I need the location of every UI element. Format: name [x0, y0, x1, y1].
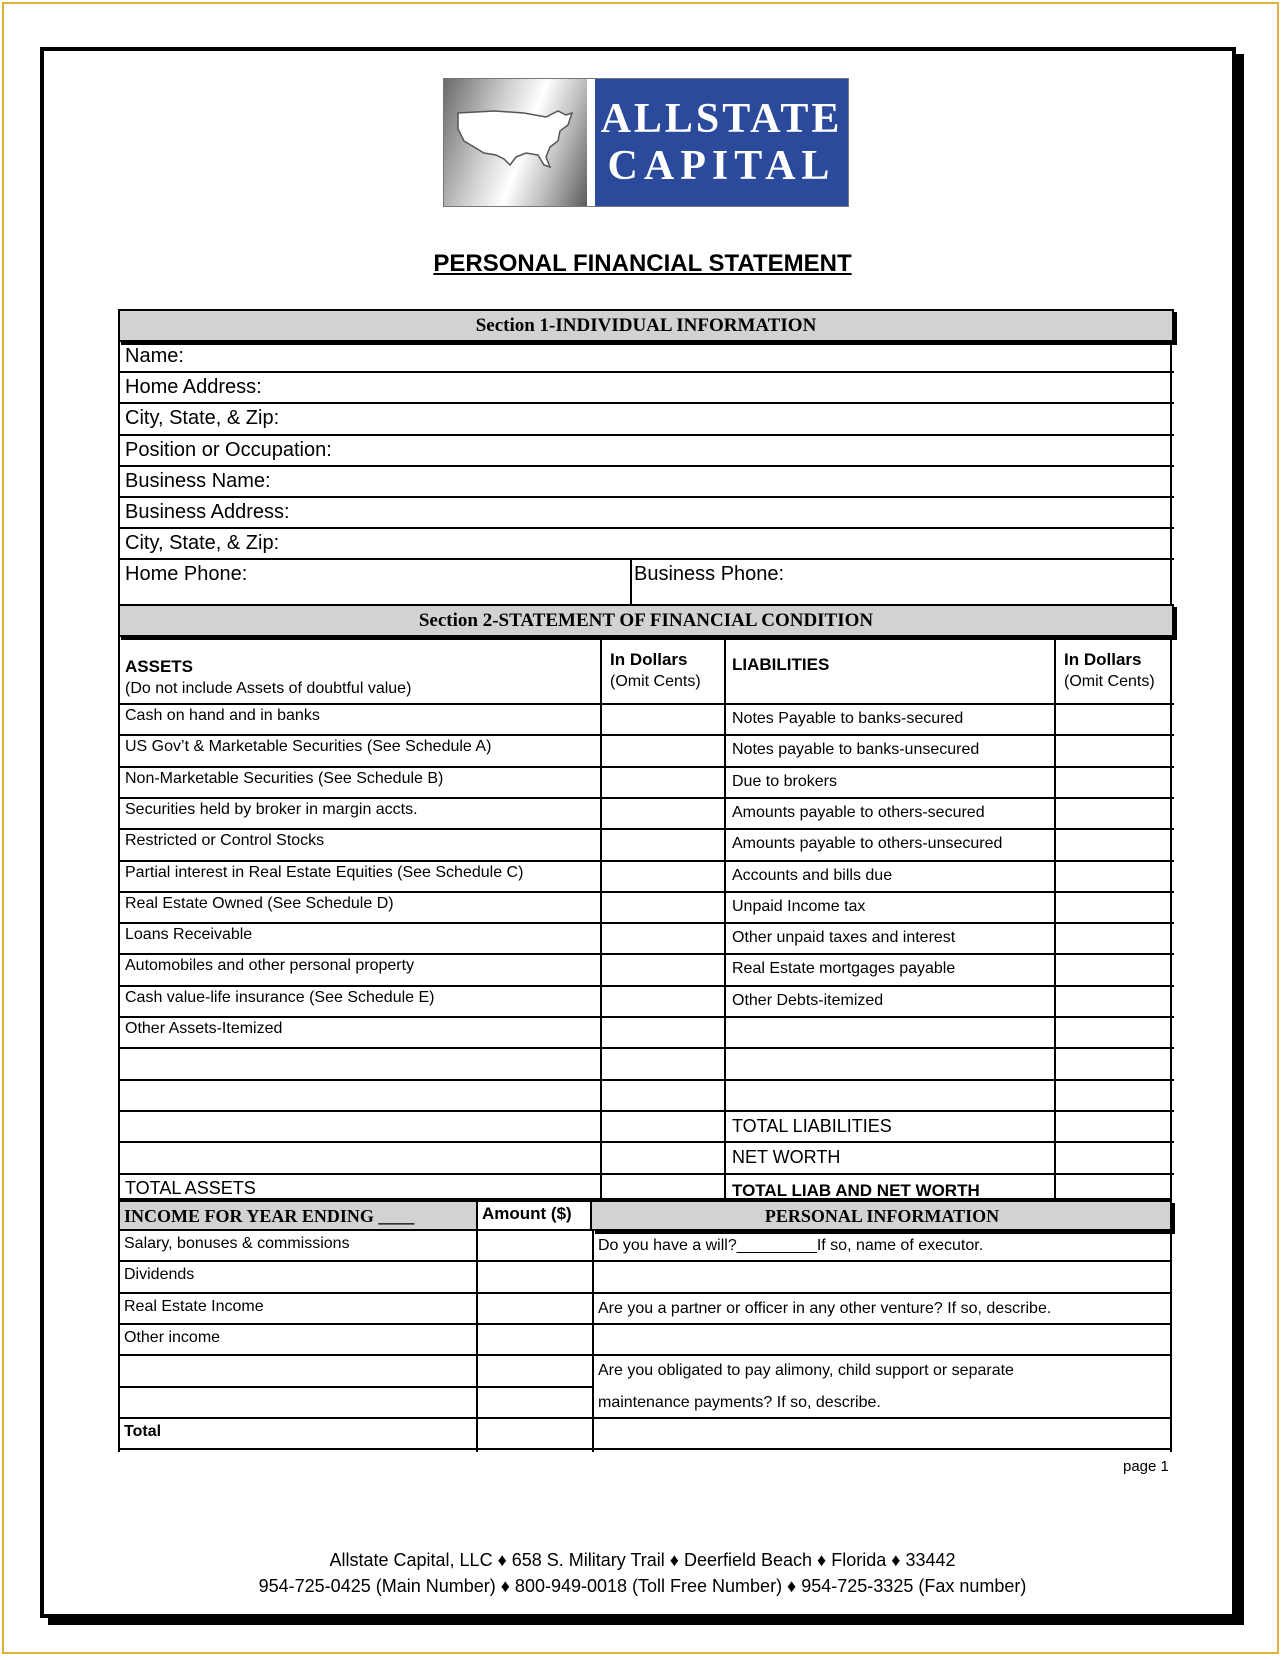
net-worth-label: NET WORTH	[732, 1147, 841, 1168]
document-title: PERSONAL FINANCIAL STATEMENT	[433, 250, 852, 277]
financial-condition-table	[118, 637, 1172, 1200]
header-divider	[120, 703, 1174, 705]
row-divider	[592, 1260, 1172, 1262]
row-divider	[120, 985, 1174, 987]
total-assets-label: TOTAL ASSETS	[125, 1177, 256, 1198]
row-divider	[120, 1110, 1174, 1112]
in-dollars-label: In Dollars	[610, 650, 688, 669]
alimony-question-line2: maintenance payments? If so, describe.	[598, 1393, 881, 1411]
row-divider	[592, 1448, 1172, 1450]
alimony-question-line1: Are you obligated to pay alimony, child support or separate	[598, 1362, 1014, 1380]
assets-note: (Do not include Assets of doubtful value)	[125, 680, 412, 697]
row-divider	[592, 1417, 1172, 1419]
allstate-capital-logo	[443, 78, 849, 207]
will-question: Do you have a will?_________If so, name of executor.	[598, 1237, 984, 1254]
section-1-header: Section 1-INDIVIDUAL INFORMATION	[118, 309, 1174, 342]
liability-label: Amounts payable to others-secured	[732, 803, 985, 821]
row-divider	[120, 766, 1174, 768]
asset-label: Loans Receivable	[125, 926, 253, 944]
asset-label: Restricted or Control Stocks	[125, 832, 325, 850]
row-divider	[120, 1047, 1174, 1049]
logo-divider	[587, 79, 595, 206]
row-divider	[118, 1417, 592, 1419]
field-label: City, State, & Zip:	[125, 407, 280, 430]
row-divider	[592, 1292, 1172, 1294]
asset-label: Real Estate Owned (See Schedule D)	[125, 894, 394, 912]
section-2-header: Section 2-STATEMENT OF FINANCIAL CONDITION	[118, 604, 1174, 637]
column-divider	[1054, 637, 1056, 1200]
page-number: page 1	[1123, 1458, 1169, 1475]
usa-map-icon	[444, 79, 587, 206]
total-liabilities-label: TOTAL LIABILITIES	[732, 1115, 892, 1136]
column-divider	[600, 637, 602, 1200]
income-label: Real Estate Income	[124, 1297, 264, 1315]
liability-label: Due to brokers	[732, 772, 837, 790]
row-divider	[120, 558, 1174, 560]
row-divider	[120, 1141, 1174, 1143]
asset-label: Non-Marketable Securities (See Schedule B)	[125, 769, 444, 787]
row-divider	[118, 1323, 592, 1325]
field-label: Home Address:	[125, 376, 262, 399]
logo-line-1: ALLSTATE	[600, 96, 843, 143]
row-divider	[120, 496, 1174, 498]
row-divider	[120, 891, 1174, 893]
personal-header: PERSONAL INFORMATION	[764, 1206, 1000, 1226]
field-label: City, State, & Zip:	[125, 532, 280, 555]
row-divider	[120, 860, 1174, 862]
row-divider	[120, 734, 1174, 736]
column-divider	[476, 1231, 478, 1452]
omit-cents-label: (Omit Cents)	[610, 673, 701, 690]
footer-address: Allstate Capital, LLC ♦ 658 S. Military Trail ♦ Deerfield Beach ♦ Florida ♦ 33442	[329, 1550, 956, 1570]
amount-header: Amount ($)	[482, 1204, 572, 1223]
asset-label: US Gov’t & Marketable Securities (See Schedule A)	[125, 738, 492, 756]
row-divider	[120, 953, 1174, 955]
footer-phones: 954-725-0425 (Main Number) ♦ 800-949-0018 (Toll Free Number) ♦ 954-725-3325 (Fax number)	[258, 1576, 1027, 1596]
income-total-label: Total	[124, 1422, 162, 1440]
table-left-edge	[118, 1231, 120, 1452]
row-divider	[592, 1323, 1172, 1325]
row-divider	[120, 527, 1174, 529]
field-label: Business Name:	[125, 469, 271, 492]
income-label: Dividends	[124, 1266, 195, 1284]
liability-label: Unpaid Income tax	[732, 897, 866, 915]
omit-cents-label: (Omit Cents)	[1064, 673, 1155, 690]
liability-label: Notes Payable to banks-secured	[732, 710, 964, 727]
row-divider	[120, 828, 1174, 830]
partner-question: Are you a partner or officer in any other venture? If so, describe.	[598, 1299, 1052, 1317]
row-divider	[120, 465, 1174, 467]
liability-label: Other Debts-itemized	[732, 991, 884, 1009]
column-divider	[592, 1231, 594, 1452]
logo-wordmark	[595, 79, 848, 206]
asset-label: Securities held by broker in margin accts.	[125, 800, 418, 818]
row-divider	[118, 1386, 592, 1388]
asset-label: Automobiles and other personal property	[125, 957, 415, 975]
row-divider	[120, 1173, 1174, 1175]
liability-label: Accounts and bills due	[732, 866, 893, 884]
row-divider	[118, 1292, 592, 1294]
row-divider	[120, 434, 1174, 436]
liability-label: Amounts payable to others-unsecured	[732, 835, 1003, 853]
asset-label: Other Assets-Itemized	[125, 1020, 283, 1037]
row-divider	[120, 1016, 1174, 1018]
liability-label: Notes payable to banks-unsecured	[732, 741, 980, 759]
row-divider	[120, 922, 1174, 924]
asset-label: Cash value-life insurance (See Schedule E)	[125, 988, 435, 1006]
row-divider	[118, 1448, 592, 1450]
row-divider	[120, 371, 1174, 373]
total-liab-net-worth-label: TOTAL LIAB AND NET WORTH	[732, 1180, 980, 1200]
income-header: INCOME FOR YEAR ENDING ____	[124, 1206, 415, 1226]
field-label: Business Address:	[125, 501, 290, 523]
income-personal-table	[118, 1200, 1174, 1452]
income-label: Salary, bonuses & commissions	[124, 1235, 350, 1252]
liabilities-title: LIABILITIES	[732, 655, 830, 674]
assets-title: ASSETS	[125, 657, 194, 676]
row-divider	[118, 1260, 592, 1262]
phone-divider	[630, 560, 632, 604]
liability-label: Other unpaid taxes and interest	[732, 929, 956, 947]
row-divider	[120, 402, 1174, 404]
home-phone-label: Home Phone:	[125, 563, 248, 586]
row-divider	[120, 1079, 1174, 1081]
liability-label: Real Estate mortgages payable	[732, 960, 956, 978]
field-label: Name:	[125, 345, 184, 367]
section-1-fields	[118, 342, 1172, 604]
field-label: Position or Occupation:	[125, 438, 332, 461]
logo-line-2: CAPITAL	[607, 142, 836, 189]
asset-label: Cash on hand and in banks	[125, 707, 320, 724]
row-divider	[592, 1354, 1172, 1356]
asset-label: Partial interest in Real Estate Equities (See Schedule C)	[125, 863, 524, 881]
table-right-edge	[1170, 1231, 1172, 1452]
in-dollars-label: In Dollars	[1064, 650, 1142, 669]
row-divider	[118, 1354, 592, 1356]
row-divider	[120, 797, 1174, 799]
business-phone-label: Business Phone:	[634, 563, 785, 586]
column-divider	[724, 637, 726, 1200]
income-label: Other income	[124, 1328, 221, 1346]
